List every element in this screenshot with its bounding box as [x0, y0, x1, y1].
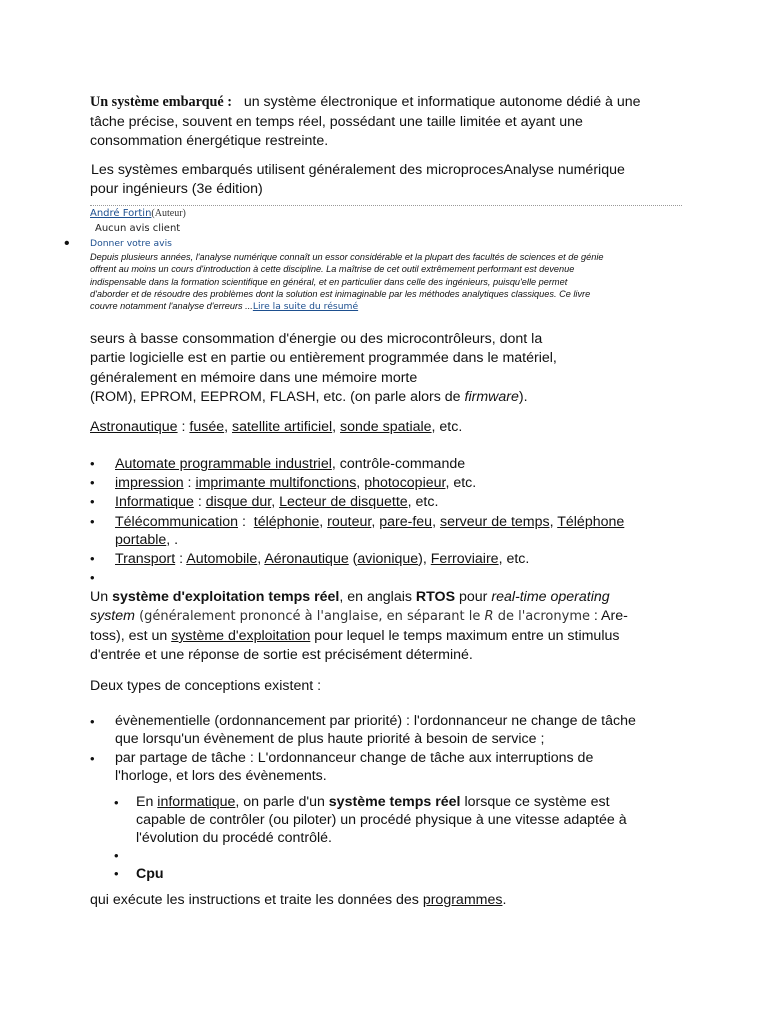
link-serveur[interactable]: serveur de temps [439, 514, 550, 530]
link-transport[interactable]: Transport [115, 551, 176, 567]
link-impression[interactable]: impression [115, 475, 184, 491]
link-avionique[interactable]: avionique [357, 551, 419, 567]
intro-line-1: Un système embarqué : un système électronique et informatique autonome dédié à une [90, 94, 641, 110]
rtos-line-1: Un système d'exploitation temps réel, en anglais RTOS pour real-time operating [90, 589, 610, 605]
link-photocopieur[interactable]: photocopieur [364, 475, 446, 491]
bullet: • [90, 494, 95, 509]
types-item-1-line-2: que lorsqu'un évènement de plus haute priorité à besoin de service ; [115, 731, 545, 747]
sub-item-line-2: capable de contrôler (ou piloter) un procédé physique à une vitesse adaptée à [136, 812, 627, 828]
sub-item-line-1: En informatique, on parle d'un système temps réel lorsque ce système est [136, 794, 610, 810]
types-item-2-line-1: par partage de tâche : L'ordonnanceur change de tâche aux interruptions de [115, 750, 594, 766]
link-astronautique[interactable]: Astronautique [90, 419, 178, 435]
intro-term: Un système embarqué : [90, 94, 232, 110]
author-link[interactable]: André Fortin [90, 208, 152, 219]
link-lecteur[interactable]: Lecteur de disquette [279, 494, 408, 510]
link-automobile[interactable]: Automobile [186, 551, 258, 567]
rtos-line-3: toss), est un système d'exploitation pour lequel le temps maximum entre un stimulus [90, 628, 620, 644]
link-pare-feu[interactable]: pare-feu [379, 514, 433, 530]
dotted-divider [90, 205, 682, 206]
last-line: qui exécute les instructions et traite les données des programmes. [90, 892, 507, 908]
p3-line-4: (ROM), EPROM, EEPROM, FLASH, etc. (on parle alors de firmware). [90, 389, 528, 405]
link-telephonie[interactable]: téléphonie [253, 514, 320, 530]
link-sonde[interactable]: sonde spatiale [340, 419, 432, 435]
list-item: Télécommunication : téléphonie, routeur, pare-feu, serveur de temps, Téléphone [115, 514, 625, 530]
link-systeme-exploitation[interactable]: système d'exploitation [171, 628, 311, 644]
link-programmes[interactable]: programmes [422, 892, 503, 908]
link-portable[interactable]: portable [115, 532, 167, 548]
types-item-2-line-2: l'horloge, et lors des évènements. [115, 768, 327, 784]
bullet: • [114, 848, 119, 863]
reviews-count: Aucun avis client [95, 223, 181, 234]
link-automate[interactable]: Automate programmable industriel [115, 456, 332, 472]
link-routeur[interactable]: routeur [327, 514, 372, 530]
list-item: Informatique : disque dur, Lecteur de disquette, etc. [115, 494, 439, 510]
link-imprimante[interactable]: imprimante multifonctions [195, 475, 357, 491]
p2-line-1: Les systèmes embarqués utilisent généralement des microprocesAnalyse numérique [91, 162, 625, 178]
bullet: • [90, 714, 95, 729]
link-ferroviaire[interactable]: Ferroviaire [430, 551, 499, 567]
rtos-line-2: system (généralement prononcé à l'anglaise, en séparant le R de l'acronyme : Are- [90, 608, 628, 624]
types-item-1-line-1: évènementielle (ordonnancement par priorité) : l'ordonnanceur ne change de tâche [115, 713, 636, 729]
sub-item-line-3: l'évolution du procédé contrôlé. [136, 830, 332, 846]
bullet: • [90, 570, 95, 585]
book-summary: Depuis plusieurs années, l'analyse numérique connaît un essor considérable et la plupart des facultés de sciences et de génie offrent au moins un cours d'introduction à cette discipline. La maîtrise de cet outil extrêmement performant est devenue indispensable dans la formation scientifique en général, et en particulier dans celle des ingénieurs, puisqu'elle permet d'aborder et de résoudre des problèmes dont la solution est inimaginable par les méthodes analytiques classiques. Ce livre couvre notamment l'analyse d'erreurs ...Lire la suite du résumé [90, 252, 604, 313]
bullet: • [114, 866, 119, 881]
intro-line-2: tâche précise, souvent en temps réel, possédant une taille limitée et ayant une [90, 114, 583, 130]
link-informatique[interactable]: Informatique [115, 494, 194, 510]
list-item: Transport : Automobile, Aéronautique (avionique), Ferroviaire, etc. [115, 551, 530, 567]
p3-line-3: généralement en mémoire dans une mémoire morte [90, 370, 418, 386]
book-author-line: André Fortin(Auteur) [90, 208, 186, 219]
astronautique-line: Astronautique : fusée, satellite artificiel, sonde spatiale, etc. [90, 419, 463, 435]
p3-line-2: partie logicielle est en partie ou entièrement programmée dans le matériel, [90, 350, 557, 366]
bullet: • [114, 795, 119, 810]
bullet: • [90, 475, 95, 490]
types-intro: Deux types de conceptions existent : [90, 678, 322, 694]
bullet: • [90, 551, 95, 566]
list-item: Automate programmable industriel, contrôle-commande [115, 456, 466, 472]
list-item: impression : imprimante multifonctions, photocopieur, etc. [115, 475, 477, 491]
intro-line-3: consommation énergétique restreinte. [90, 133, 329, 149]
give-review-link[interactable]: Donner votre avis [90, 238, 172, 249]
bullet: • [90, 514, 95, 529]
p2-line-2: pour ingénieurs (3e édition) [90, 181, 263, 197]
rtos-line-4: d'entrée et une réponse de sortie est précisément déterminé. [90, 647, 473, 663]
p3-line-1: seurs à basse consommation d'énergie ou des microcontrôleurs, dont la [90, 331, 543, 347]
read-more-link[interactable]: Lire la suite du résumé [252, 301, 359, 313]
link-disque-dur[interactable]: disque dur [205, 494, 272, 510]
bullet: • [90, 456, 95, 471]
link-telecom[interactable]: Télécommunication [115, 514, 239, 530]
cpu-label: Cpu [136, 866, 164, 882]
list-item-cont: portable, . [115, 532, 179, 548]
link-fusee[interactable]: fusée [189, 419, 225, 435]
link-telephone[interactable]: Téléphone [557, 514, 625, 530]
link-informatique-2[interactable]: informatique [157, 794, 236, 810]
link-satellite[interactable]: satellite artificiel [232, 419, 333, 435]
bullet: • [90, 751, 95, 766]
link-aeronautique[interactable]: Aéronautique [264, 551, 349, 567]
bullet: • [64, 235, 70, 252]
